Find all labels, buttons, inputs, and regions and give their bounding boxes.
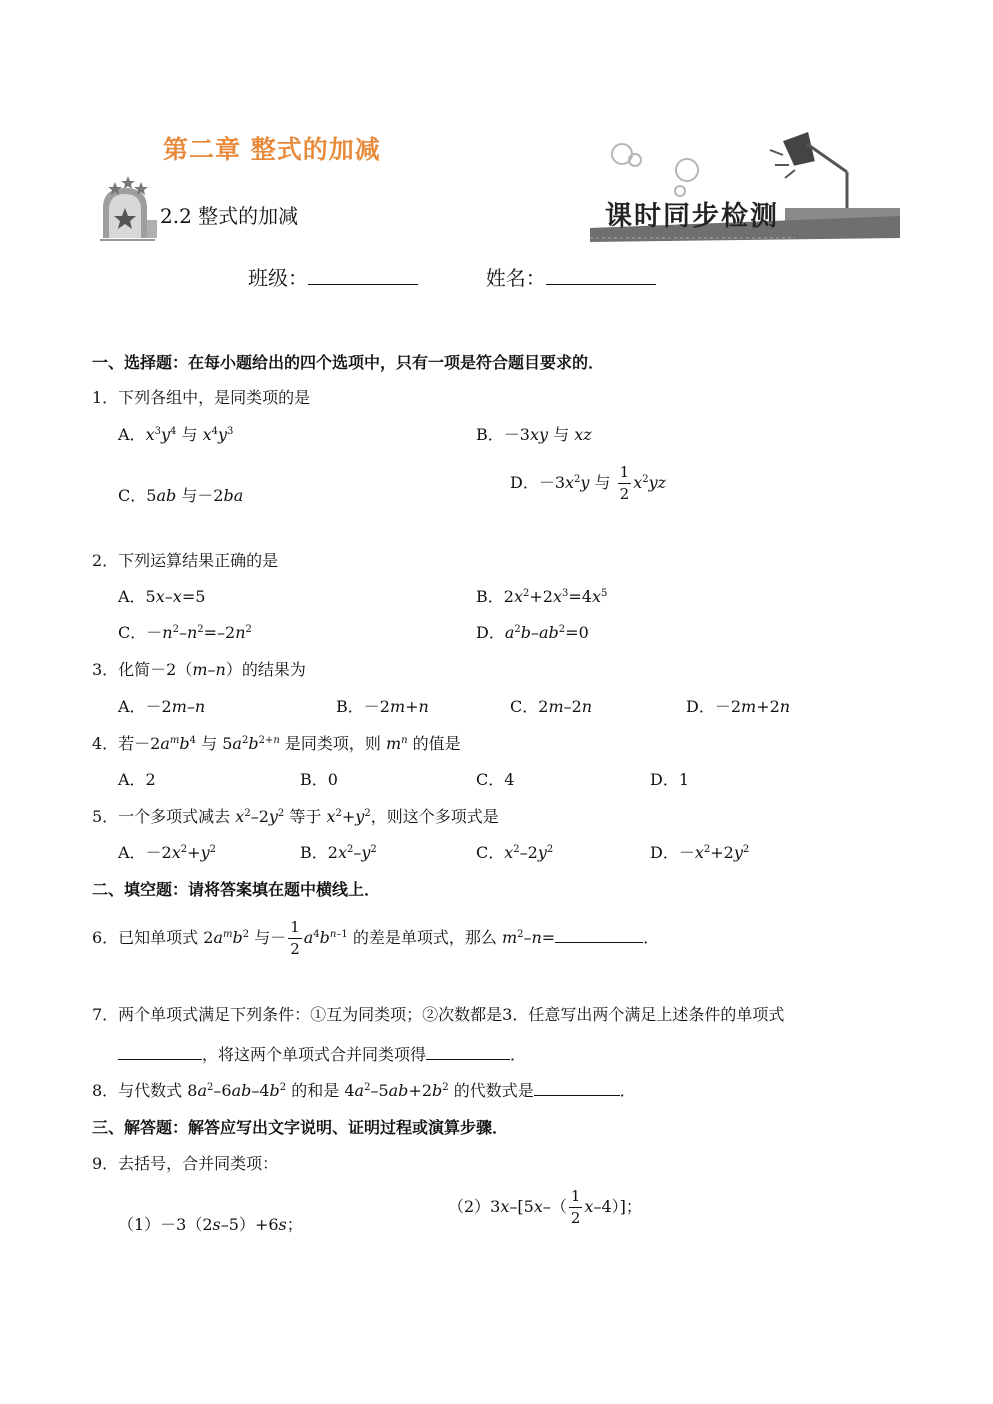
q6-answer-blank[interactable] bbox=[555, 926, 643, 943]
q2-option-d[interactable]: D．$a^2b-ab^2=0$ bbox=[476, 623, 589, 642]
q3-option-d[interactable]: D．－2m+2n bbox=[686, 697, 791, 716]
class-blank[interactable] bbox=[308, 264, 418, 285]
q2-option-c[interactable]: C．$-n^2-n^2=-2n^2$ bbox=[118, 623, 252, 642]
q7-blank-2[interactable] bbox=[426, 1043, 510, 1060]
q4-option-c[interactable]: C．4 bbox=[476, 770, 515, 789]
q8-answer-blank[interactable] bbox=[534, 1079, 620, 1096]
q5-option-b[interactable]: B．$2x^2-y^2$ bbox=[300, 843, 377, 862]
desk-lamp-icon bbox=[770, 134, 847, 208]
q5-stem: 5．一个多项式减去 $x^2-2y^2$ 等于 $x^2+y^2$，则这个多项式是 bbox=[92, 807, 499, 826]
star-badge-icon bbox=[103, 176, 157, 238]
bubbles-icon bbox=[612, 144, 698, 196]
q5-option-d[interactable]: D．$-x^2+2y^2$ bbox=[650, 843, 750, 862]
q4-option-d[interactable]: D．1 bbox=[650, 770, 690, 789]
q6-stem: 6．已知单项式 $2a^mb^2$ 与－ $\frac{1}{2}$ $a^4b^{n-1}$ 的差是单项式，那么 $m^2-n=$ ． bbox=[92, 918, 660, 958]
q9-part1: （1）－3（2s–5）+6s； bbox=[118, 1215, 303, 1234]
q5-option-a[interactable]: A．$-2x^2+y^2$ bbox=[118, 843, 216, 862]
q1-option-c[interactable]: C．5ab 与－2ba bbox=[118, 486, 244, 505]
q4-option-b[interactable]: B．0 bbox=[300, 770, 338, 789]
q2-option-a[interactable]: A．5x–x=5 bbox=[118, 587, 206, 606]
q5-option-c[interactable]: C．$x^2-2y^2$ bbox=[476, 843, 554, 862]
q7-line2: ，将这两个单项式合并同类项得 ． bbox=[118, 1042, 526, 1065]
q1-option-b[interactable]: B．－3xy 与 xz bbox=[476, 425, 592, 444]
chapter-title: 第二章 整式的加减 bbox=[163, 135, 381, 164]
class-label: 班级： bbox=[248, 266, 308, 290]
part1-heading: 一、选择题：在每小题给出的四个选项中，只有一项是符合题目要求的． bbox=[92, 353, 605, 372]
q4-stem: 4．若$-2a^mb^4$ 与 $5a^2b^{2+n}$ 是同类项，则 $m^n$ 的值是 bbox=[92, 734, 461, 753]
q9-part2: （2）3x–[5x–（ $\frac{1}{2}$ x–4）]； bbox=[448, 1187, 642, 1227]
part3-heading: 三、解答题：解答应写出文字说明、证明过程或演算步骤． bbox=[92, 1118, 509, 1137]
q1-stem: 1．下列各组中，是同类项的是 bbox=[92, 388, 311, 407]
q3-option-a[interactable]: A．－2m–n bbox=[118, 697, 206, 716]
q9-stem: 9．去括号，合并同类项： bbox=[92, 1154, 279, 1173]
q4-option-a[interactable]: A．2 bbox=[118, 770, 156, 789]
part2-heading: 二、填空题：请将答案填在题中横线上． bbox=[92, 880, 381, 899]
q8-stem: 8．与代数式 $8a^2-6ab-4b^2$ 的和是 $4a^2-5ab+2b^2$ 的代数式是 ． bbox=[92, 1081, 636, 1100]
name-label: 姓名： bbox=[485, 266, 546, 290]
q7-line1: 7．两个单项式满足下列条件：①互为同类项；②次数都是3．任意写出两个满足上述条件的单项式 bbox=[92, 1005, 785, 1024]
brand-title: 课时同步检测 bbox=[605, 201, 779, 232]
q3-option-b[interactable]: B．－2m+n bbox=[336, 697, 429, 716]
q7-blank-1[interactable] bbox=[118, 1043, 202, 1060]
q1-option-d[interactable]: D．$-3x^2y$ 与 $\frac{1}{2}$ $x^2yz$ bbox=[510, 463, 667, 503]
q3-stem: 3．化简－2（m–n）的结果为 bbox=[92, 660, 306, 679]
class-info bbox=[248, 262, 656, 291]
name-blank[interactable] bbox=[546, 264, 656, 285]
section-title: 2.2 整式的加减 bbox=[160, 204, 299, 228]
q3-option-c[interactable]: C．2m–2n bbox=[510, 697, 593, 716]
q1-option-a[interactable]: A．$x^3y^4$ 与 $x^4y^3$ bbox=[118, 425, 234, 444]
q2-stem: 2．下列运算结果正确的是 bbox=[92, 551, 279, 570]
q2-option-b[interactable]: B．$2x^2+2x^3=4x^5$ bbox=[476, 587, 608, 606]
